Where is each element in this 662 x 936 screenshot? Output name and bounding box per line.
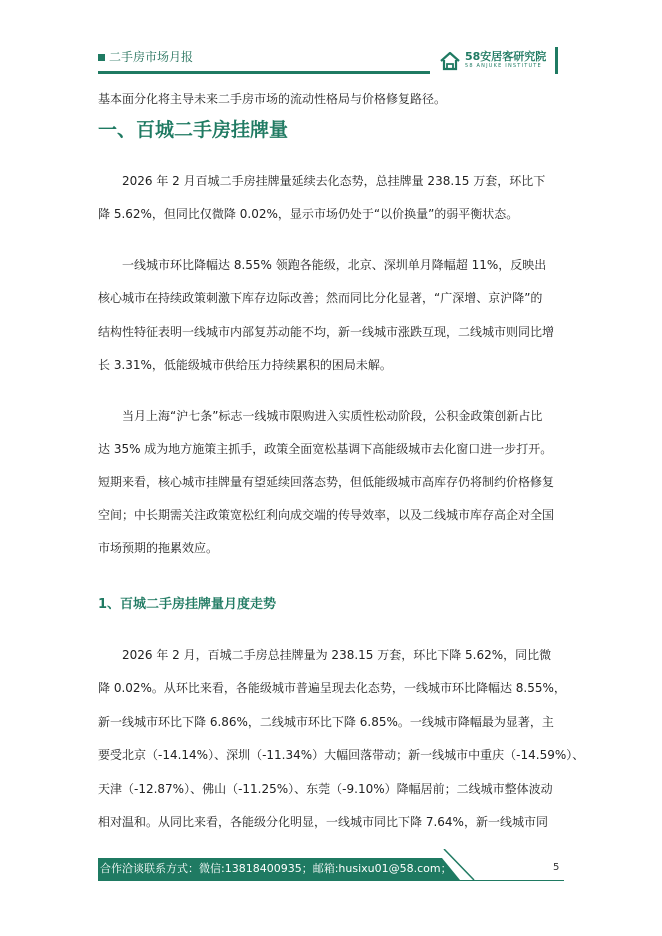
logo-name: 58安居客研究院 [465, 50, 547, 63]
paragraph-line: 2026 年 2 月，百城二手房总挂牌量为 238.15 万套，环比下降 5.62%，同比微 [98, 648, 552, 662]
paragraph-line: 结构性特征表明一线城市内部复苏动能不均，新一线城市涨跌互现，二线城市则同比增 [98, 325, 555, 339]
paragraph-line: 短期来看，核心城市挂牌量有望延续回落态势，但低能级城市高库存仍将制约价格修复 [98, 475, 555, 489]
paragraph-line: 核心城市在持续政策刺激下库存边际改善；然而同比分化显著，“广深增、京沪降”的 [98, 291, 543, 305]
paragraph-line: 天津（-12.87%）、佛山（-11.25%）、东莞（-9.10%）降幅居前；二线城市整体波动 [98, 782, 553, 796]
paragraph-line: 降 5.62%，但同比仅微降 0.02%，显示市场仍处于“以价换量”的弱平衡状态。 [98, 207, 519, 221]
paragraph-line: 市场预期的拖累效应。 [98, 541, 219, 555]
section-heading: 一、百城二手房挂牌量 [98, 119, 289, 141]
paragraph-line: 当月上海“沪七条”标志一线城市限购进入实质性松动阶段，公积金政策创新占比 [98, 409, 543, 423]
page-number: 5 [553, 862, 560, 873]
paragraph-line: 一线城市环比降幅达 8.55% 领跑各能级，北京、深圳单月降幅超 11%，反映出 [98, 258, 547, 272]
logo-accent-bar [555, 47, 558, 74]
paragraph-line: 长 3.31%，低能级城市供给压力持续累积的困局未解。 [98, 358, 392, 372]
intro-line: 基本面分化将主导未来二手房市场的流动性格局与价格修复路径。 [98, 92, 447, 106]
contact-info: 合作洽谈联系方式：微信:13818400935；邮箱:husixu01@58.com； [100, 862, 452, 875]
subsection-heading: 1、百城二手房挂牌量月度走势 [98, 597, 277, 612]
paragraph-line: 2026 年 2 月百城二手房挂牌量延续去化态势，总挂牌量 238.15 万套，环比下 [98, 174, 546, 188]
header-square-icon [98, 54, 105, 61]
paragraph-line: 空间；中长期需关注政策宽松红利向成交端的传导效率，以及二线城市库存高企对全国 [98, 508, 555, 522]
logo-subtitle: 58 ANJUKE INSTITUTE [465, 63, 542, 69]
paragraph-line: 达 35% 成为地方施策主抓手，政策全面宽松基调下高能级城市去化窗口进一步打开。 [98, 442, 553, 456]
footer-divider [98, 880, 564, 881]
logo-house-icon [438, 50, 462, 72]
paragraph-line: 要受北京（-14.14%）、深圳（-11.34%）大幅回落带动；新一线城市中重庆（-14.59%）、 [98, 748, 585, 762]
institute-logo [438, 49, 568, 73]
paragraph-line: 相对温和。从同比来看，各能级分化明显，一线城市同比下降 7.64%，新一线城市同 [98, 815, 548, 829]
paragraph-line: 降 0.02%。从环比来看，各能级城市普遍呈现去化态势，一线城市环比降幅达 8.55%， [98, 681, 566, 695]
report-title: 二手房市场月报 [109, 50, 194, 64]
paragraph-line: 新一线城市环比下降 6.86%，二线城市环比下降 6.85%。一线城市降幅最为显著，主 [98, 715, 554, 729]
header-divider [98, 71, 430, 74]
